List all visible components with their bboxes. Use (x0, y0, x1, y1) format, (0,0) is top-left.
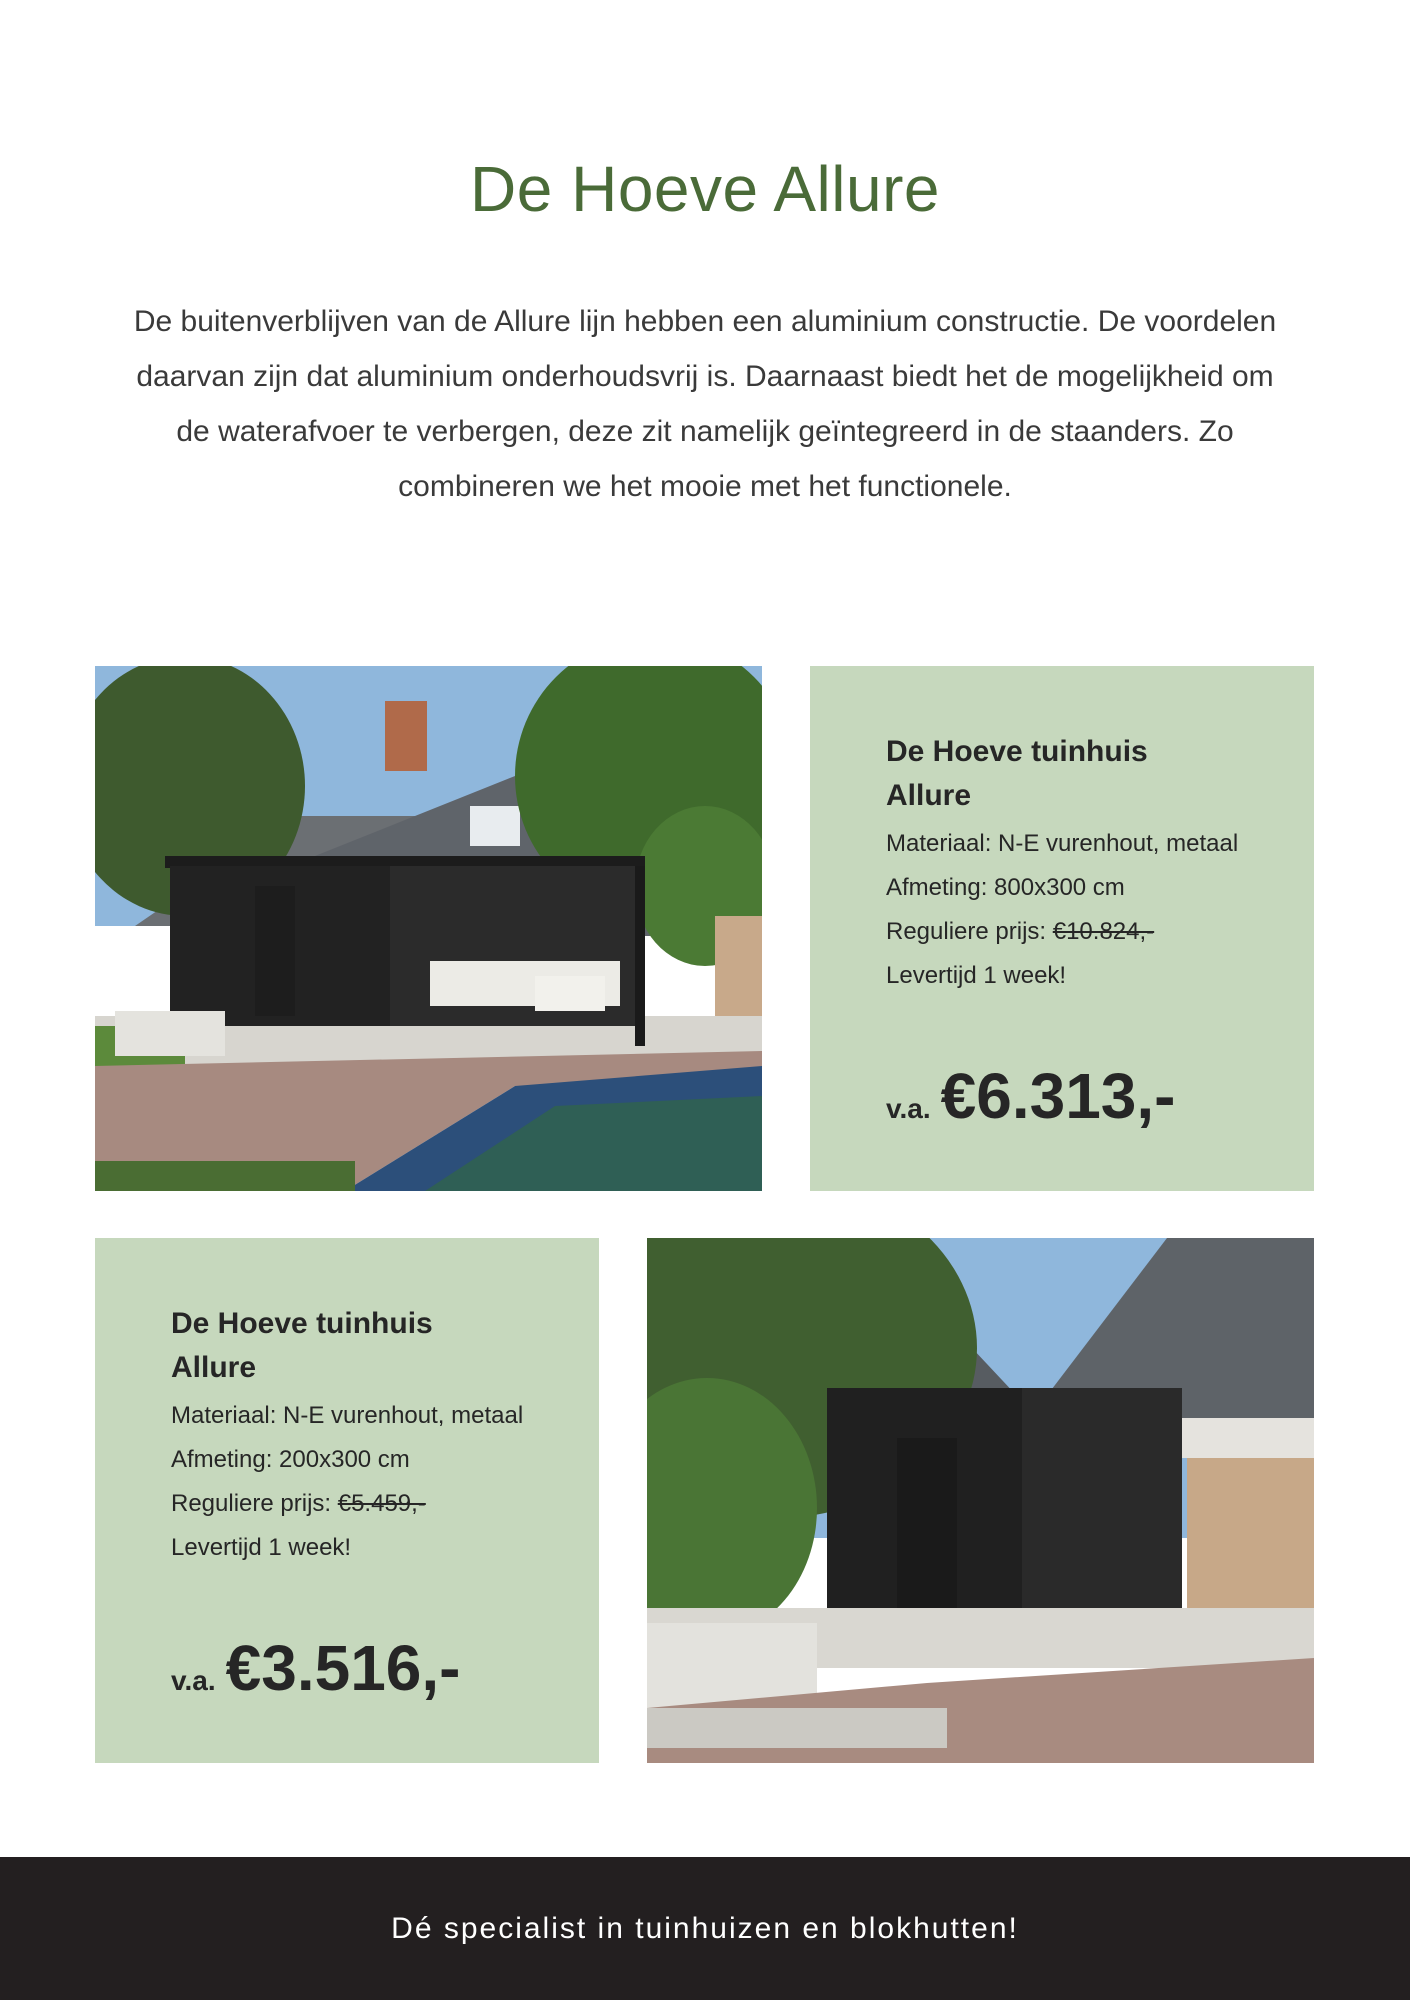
product-photo-large-garden-house (95, 666, 762, 1191)
product-delivery: Levertijd 1 week! (886, 962, 1067, 989)
regular-price-strikethrough: €10.824,- (1052, 918, 1155, 945)
product-material: Materiaal: N-E vurenhout, metaal (171, 1402, 524, 1429)
product-delivery: Levertijd 1 week! (171, 1534, 352, 1561)
product-title: De Hoeve tuinhuis Allure (886, 735, 1148, 812)
product-photo-small-garden-shed (647, 1238, 1314, 1763)
intro-text: De buitenverblijven van de Allure lijn hebben een aluminium constructie. De voordelen daarvan zijn dat aluminium onderhoudsvrij is. Daarnaast biedt het de mogelijkheid om de waterafvoer te verbergen, deze zit namelijk geïntegreerd in de staanders. Zo combineren we het mooie met het functionele. (133, 305, 1277, 503)
page-title: De Hoeve Allure (470, 153, 940, 225)
product-card-800x300 (810, 666, 1314, 1191)
product-card-200x300 (95, 1238, 599, 1763)
product-regular-price: Reguliere prijs: €10.824,- (886, 918, 1155, 945)
product-price (171, 1631, 460, 1705)
price-amount: €6.313,- (940, 1060, 1176, 1132)
price-prefix: v.a. (886, 1093, 931, 1124)
footer-tagline: Dé specialist in tuinhuizen en blokhutten! (391, 1911, 1019, 1945)
product-title: De Hoeve tuinhuis Allure (171, 1307, 433, 1384)
price-prefix: v.a. (171, 1665, 216, 1696)
product-size: Afmeting: 800x300 cm (886, 874, 1125, 901)
product-size: Afmeting: 200x300 cm (171, 1446, 410, 1473)
footer-bar (0, 1857, 1410, 2000)
product-price (886, 1059, 1175, 1133)
regular-price-strikethrough: €5.459,- (337, 1490, 426, 1517)
price-amount: €3.516,- (225, 1632, 461, 1704)
product-regular-price: Reguliere prijs: €5.459,- (171, 1490, 426, 1517)
product-material: Materiaal: N-E vurenhout, metaal (886, 830, 1239, 857)
